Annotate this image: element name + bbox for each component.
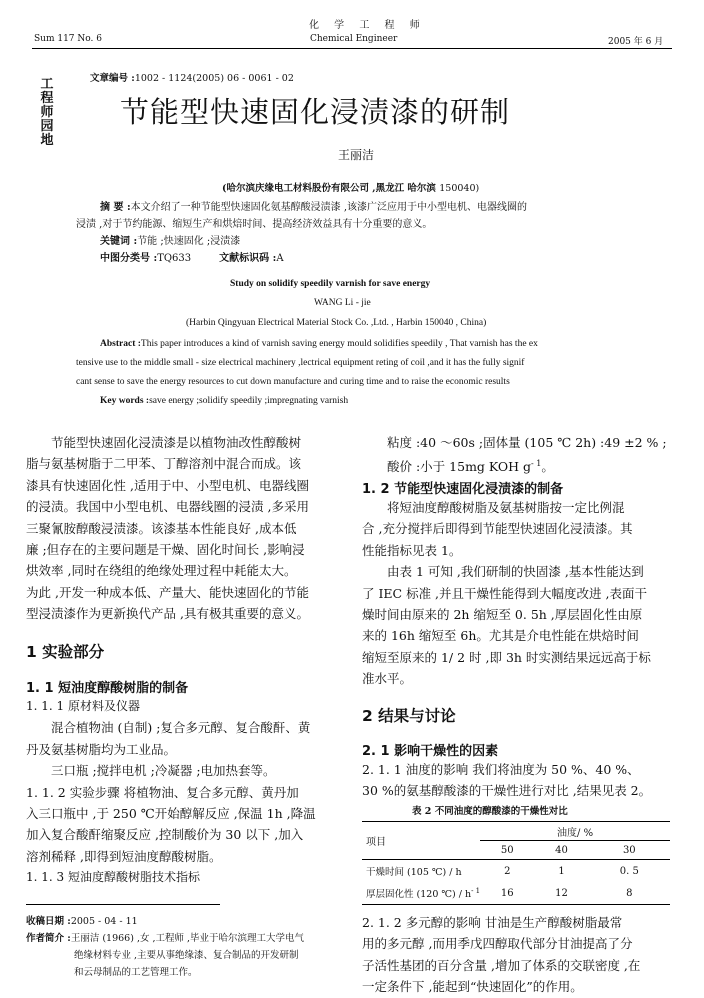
abstract-en: Abstract :This paper introduces a kind of varnish saving energy mould solidifies speedily , That varnish has the ex tensive use to the middle small - size electrical machinery ,lectrical equipment reting of coil ,and it has the fully signif cant sense to save the energy resources to cut down manufacture and curing time and to raise the economic results Key words :save energy ;solidify speedily ;impregnating varnish: [76, 339, 538, 406]
issue-number: Sum 117 No. 6: [34, 34, 102, 44]
article-number-value: 1002 - 1124(2005) 06 - 0061 - 02: [134, 73, 294, 84]
footnote: 收稿日期 :2005 - 04 - 11 作者简介 :王丽洁 (1966) ,女 ,工程师 ,毕业于哈尔滨理工大学电气 绝缘材料专业 ,主要从事绝缘漆、复合制品的开发研制 和云母制品的工艺管理工作。: [26, 916, 305, 978]
section-2-heading: 2 结果与讨论: [362, 707, 456, 725]
footnote-rule: [26, 904, 220, 905]
table-column-header: 40: [555, 844, 568, 856]
table-2: [362, 821, 670, 905]
author-cn: 王丽洁: [338, 148, 375, 162]
right-column-top: 粘度 :40 ～60s ;固体量 (105 ℃ 2h) :49 ±2 % ; 酸价 :小于 15mg KOH $g^{- 1}$。: [387, 435, 667, 475]
affiliation-cn: (哈尔滨庆缘电工材料股份有限公司 ,黑龙江 哈尔滨 150040): [222, 183, 480, 194]
publication-date: 2005 年 6 月: [608, 37, 664, 47]
journal-name-en: Chemical Engineer: [310, 34, 398, 44]
table-row: 干燥时间 (105 ℃) / h 2 1 0. 5: [366, 865, 639, 879]
section-1-1-heading: 1. 1 短油度醇酸树脂的制备: [26, 681, 189, 696]
header-rule: [32, 48, 672, 49]
table-column-header: 50: [500, 844, 514, 856]
article-number-label: 文章编号 :: [90, 73, 135, 84]
table-header-group: 油度/ %: [480, 822, 670, 841]
left-column: [26, 432, 336, 625]
table-row: 厚层固化性 (120 ℃) / $h^{- 1}$ 16 12 8: [366, 887, 633, 901]
page-title: 节能型快速固化浸渍漆的研制: [120, 95, 511, 129]
abstract-cn: 摘 要 :本文介绍了一种节能型快速固化氨基醇酸浸渍漆 ,该漆广泛应用于中小型电机、电器线圈的 浸渍 ,对于节约能源、缩短生产和烘焙时间、提高经济效益具有十分重要的意义。 关键词 :节能 ;快速固化 ;浸渍漆 中图分类号 :TQ633 文献标识码 :A: [76, 202, 528, 264]
abstract-cn-label: 摘 要 :: [100, 202, 131, 213]
section-1-1-content: 1. 1. 1 原材料及仪器 混合植物油 (自制) ;复合多元醇、复合酸酐、黄 丹及氨基树脂均为工业品。 三口瓶 ;搅拌电机 ;冷凝器 ;电加热套等。 1. 1. 2 实验步骤 将植物油、复合多元醇、黄丹加 入三口瓶中 ,于 250 ℃开始醇解反应 ,保温 1h ,降温 加入复合酸酐缩聚反应 ,控制酸价为 30 以下 ,加入 溶剂稀释 ,即得到短油度醇酸树脂。 1. 1. 3 短油度醇酸树脂技术指标: [26, 699, 316, 885]
section-1-2-content: 将短油度醇酸树脂及氨基树脂按一定比例混 合 ,充分搅拌后即得到节能型快速固化浸渍漆。其 性能指标见表 1。 由表 1 可知 ,我们研制的快固漆 ,基本性能达到 了 IEC 标准 ,并且干燥性能得到大幅度改进 ,表面干 燥时间由原来的 2h 缩短至 0. 5h ,厚层固化性由原 来的 16h 缩短至 6h。尤其是介电性能在烘焙时间 缩短至原来的 1/ 2 时 ,即 3h 时实测结果远远高于标 准水平。: [362, 500, 651, 687]
section-2-1-heading: 2. 1 影响干燥性的因素: [362, 744, 499, 759]
affiliation-en: (Harbin Qingyuan Electrical Material Stock Co. ,Ltd. , Harbin 150040 , China): [186, 318, 487, 328]
section-1-2-heading: 1. 2 节能型快速固化浸渍漆的制备: [362, 482, 564, 497]
section-2-1-2-paragraph: 2. 1. 2 多元醇的影响 甘油是生产醇酸树脂最常 用的多元醇 ,而用季戊四醇取代部分甘油提高了分 子活性基团的百分含量 ,增加了体系的交联密度 ,在 一定条件下 ,能起到“快速固化”的作用。: [362, 915, 641, 995]
section-2-1-1-paragraph: 2. 1. 1 油度的影响 我们将油度为 50 %、40 %、 30 %的氨基醇酸漆的干燥性进行对比 ,结果见表 2。: [362, 762, 652, 799]
intro-paragraph: 节能型快速固化浸渍漆是以植物油改性醇酸树 脂与氨基树脂于二甲苯、丁醇溶剂中混合而成。该 漆具有快速固化性 ,适用于中、小型电机、电器线圈 的浸渍。我国中小型电机、电器线圈的浸渍 ,多采用 三聚氰胺醇酸浸渍漆。该漆基本性能良好 ,成本低 廉 ;但存在的主要问题是干燥、固化时间长 ,影响浸 烘效率 ,同时在绕组的绝缘处理过程中耗能太大。 为此 ,开发一种成本低、产量大、能快速固化的节能 型浸渍漆作为更新换代产品 ,具有极其重要的意义。: [26, 435, 309, 622]
table-column-header: 30: [622, 844, 636, 856]
table-header-item: 项目: [366, 837, 386, 849]
author-en: WANG Li - jie: [314, 298, 371, 308]
section-1-heading: 1 实验部分: [26, 643, 105, 661]
journal-name-cn: 化 学 工 程 师: [309, 20, 426, 31]
column-label: 工 程 师 园 地: [40, 77, 54, 148]
article-number: [90, 70, 294, 84]
title-en: Study on solidify speedily varnish for save energy: [230, 279, 431, 289]
table-caption: 表 2 不同油度的醇酸漆的干燥性对比: [412, 806, 568, 817]
